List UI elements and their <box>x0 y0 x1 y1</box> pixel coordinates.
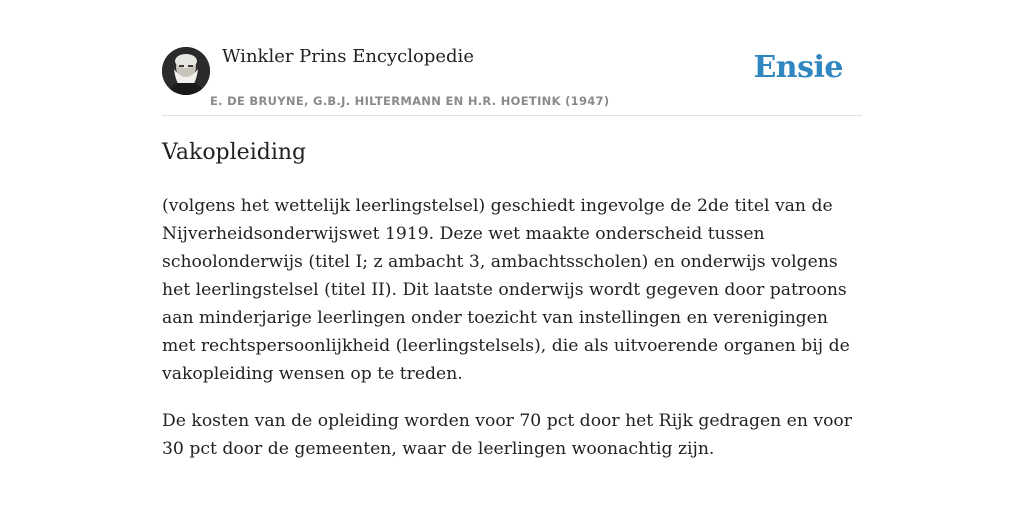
entry-title: Vakopleiding <box>162 140 307 165</box>
book-title[interactable]: Winkler Prins Encyclopedie <box>222 46 474 67</box>
book-authors: E. DE BRUYNE, G.B.J. HILTERMANN EN H.R. HOETINK (1947) <box>210 94 610 108</box>
entry-body <box>162 192 862 482</box>
book-header <box>162 0 862 116</box>
portrait-icon <box>162 47 210 95</box>
entry-paragraph: De kosten van de opleiding worden voor 70 pct door het Rijk gedragen en voor 30 pct door de gemeenten, waar de leerlingen woonachtig zijn. <box>162 411 852 459</box>
page-container <box>162 0 862 459</box>
ensie-logo-link[interactable]: Ensie <box>753 50 843 85</box>
author-portrait-avatar[interactable] <box>162 47 210 95</box>
entry-paragraph: (volgens het wettelijk leerlingstelsel) geschiedt ingevolge de 2de titel van de Nijverheidsonderwijswet 1919. Deze wet maakte onderscheid tussen schoolonderwijs (titel I; z ambacht 3, ambachtsscholen) en onderwijs volgens het leerlingstelsel (titel II). Dit laatste onderwijs wordt gegeven door patroons aan minderjarige leerlingen onder toezicht van instellingen en verenigingen met rechtspersoonlijkheid (leerlingstelsels), die als uitvoerende organen bij de vakopleiding wensen op te treden. <box>162 196 850 384</box>
